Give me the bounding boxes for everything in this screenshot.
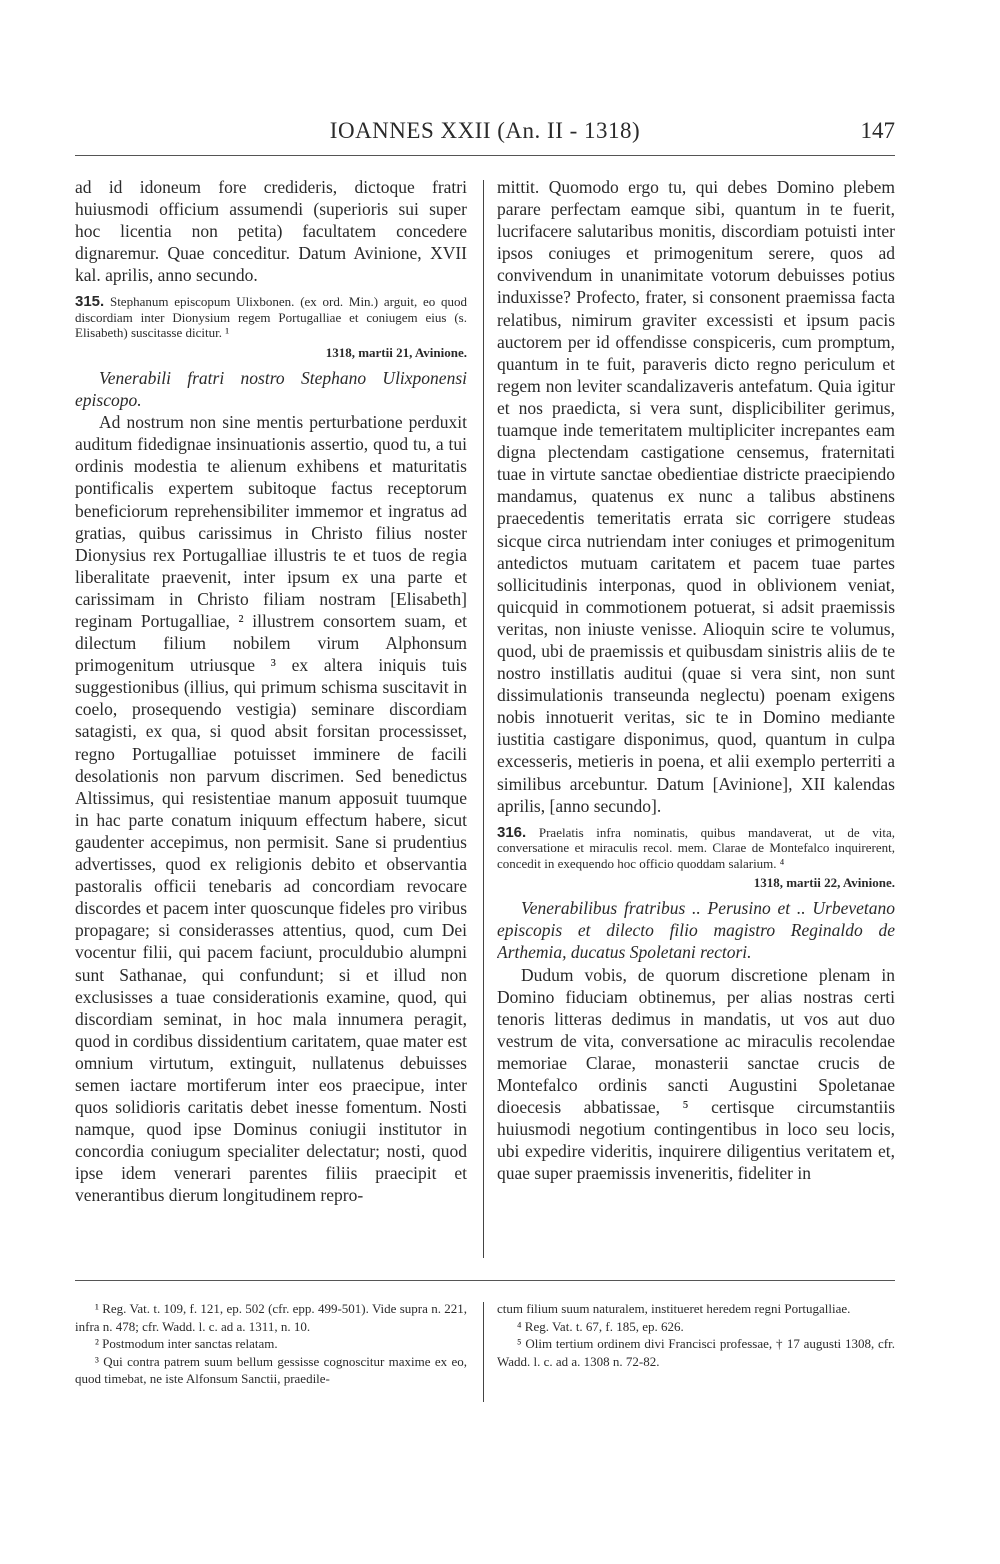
footnote-column-divider [483,1302,484,1402]
entry-316-dateline: 1318, martii 22, Avinione. [753,875,895,891]
page-header [75,118,895,152]
footnote-3-continuation: ctum filium suum naturalem, institueret heredem regni Portugalliae. [497,1301,851,1316]
entry-315-summary-text: Stephanum episcopum Ulixbonen. (ex ord. Min.) arguit, eo quod discordiam inter Dionysium regem Portugalliae et coniugem eius (s. Elisabeth) suscitasse dicitur. ¹ [75,294,467,341]
left-column [75,176,467,1266]
entry-315-dateline: 1318, martii 21, Avinione. [325,344,467,360]
entry-315-summary [75,294,467,341]
footnote-2: ² Postmodum inter sanctas relatam. [95,1336,278,1351]
entry-315-number: 315. [75,293,105,311]
entry-316-number: 316. [497,823,527,841]
entry-316-address: Venerabilibus fratribus .. Perusino et .. Urbevetano episcopis et dilecto filio magistro Reginaldo de Arthemia, ducatus Spoletani rectori. [497,898,895,963]
footnote-3: ³ Qui contra patrem suum bellum gessisse cognoscitur maxime ex eo, quod timebat, ne iste Alfonsum Sanctii, praedile- [75,1353,467,1386]
column-divider [483,180,484,1258]
footnote-5: ⁵ Olim tertium ordinem divi Francisci professae, † 17 augusti 1308, cfr. Wadd. l. c. ad a. 1308 n. 72-82. [497,1336,895,1369]
footnote-rule [75,1280,895,1281]
right-column [497,176,895,1266]
header-rule [75,155,895,156]
footnote-1: ¹ Reg. Vat. t. 109, f. 121, ep. 502 (cfr. epp. 499-501). Vide supra n. 221, infra n. 478; cfr. Wadd. l. c. ad a. 1311, n. 10. [75,1301,467,1334]
running-title: IOANNES XXII (An. II - 1318) [329,118,641,143]
footnotes-left [75,1300,467,1388]
page-number: 147 [860,118,895,143]
entry-316-summary [497,825,895,872]
footnote-4: ⁴ Reg. Vat. t. 67, f. 185, ep. 626. [517,1318,684,1334]
entry-315-address: Venerabili fratri nostro Stephano Ulixponensi episcopo. [75,367,467,411]
footnotes-right [497,1300,895,1370]
entry-316-summary-text: Praelatis infra nominatis, quibus mandaverat, ut de vita, conversatione et miraculis recol. mem. Clarae de Montefalco inquirerent, concedit in exequendo hoc officio quoddam salarium. ⁴ [497,824,895,871]
entry-316-body: Dudum vobis, de quorum discretione plenam in Domino fiduciam obtinemus, per alias nostras certi tenoris litteras dedimus in mandatis, ut vos aut duo vestrum de vita, conversatione ac miraculis recolendae memoriae Clarae, monasterii sanctae crucis de Montefalco ordinis sancti Augustini Spoletanae dioecesis abbatissae, ⁵ certisque circumstantiis huiusmodi negotium contingentibus in loco seu locis, ubi expedire videritis, inquirere diligentius veritatem et, quae super praemissis inveneritis, fideliter in [497,964,895,1184]
right-continuation-text: mittit. Quomodo ergo tu, qui debes Domino plebem parare perfectam eamque sibi, quantum in te fuerit, lucrifacere salutaribus monitis, discordiam potuisti inter ipsos coniuges et primogenitum serere, quos ad convivendum in unanimitate votorum debuisses potius induxisse? Profecto, frater, si consonent praemissa facta relatibus, nimirum graviter excessisti et ipsum pacis auctorem per id offendisse conspiceris, cum promptum, quantum in te fuit, paraveris dicto regno periculum et regem non leviter scandalizaveris antefatum. Quia igitur et nos praedicta, si vera sunt, displicibiliter gerimus, tuamque inde temeritatem multipliciter increpantes eam digna plectendam castigatione censemus, fraternitati tuae in virtute sanctae obedientiae districte praecipiendo mandamus, quatenus ex nunc a talibus abstinens praecedentis temeritatis errata sic corrigere studeas sicque circa nutriendam inter coniuges et primogenitum antedictos mutuam caritatem et pacem tuae partes sollicitudinis interponas, quod in oblivionem veniat, quicquid in commotionem potuerat, si adsit praemissis veritas, non iniuste venisse. Alioquin scire te volumus, quod, ubi de praemissis et quibusdam sinistris aliis de te nostro instillatis auditui (quae si vera sint, non sunt dissimulationis transeunda neglectu) poenam exigens nobis innotuerit veritas, sic te in Domino mediante iustitia castigare disponimus, quod, quantum in culpa excesseris, metieris in poena, et alii exemplo perterriti a similibus arcebuntur. Datum [Avinione], XII kalendas aprilis, [anno secundo]. [497,177,895,816]
entry-315-body: Ad nostrum non sine mentis perturbatione perduxit auditum fidedignae insinuationis assertio, quod tu, a tui ordinis modestia te alienum exhibens et maturitatis pontificalis expertem subitoque factus receptorum beneficiorum reprehensibiliter immemor et ingratus ad gratias, quibus carissimus in Christo filius noster Dionysius rex Portugalliae illustris te et tuos de regia liberalitate praevenit, inter ipsum ex una parte et carissimam in Christo filiam nostram [Elisabeth] reginam Portugalliae, ² illustrem consortem suam, et dilectum filium nobilem virum Alphonsum primogenitum utriusque ³ ex altera iniquis tuis suggestionibus (illius, qui primum schisma suscitavit in coelo, prosequendo vestigia) seminare discordiam satagisti, ex qua, si quod absit forsitan processisset, regno Portugalliae potuisset imminere de facili desolationis non parvum discrimen. Sed benedictus Altissimus, qui resistentiae manum apposuit tuumque in hac parte conatum iniquum effectum habere, sicut gaudenter accepimus, non permisit. Sane si prudentius advertisses, quod ex religionis debito et observantia pastoralis officii tenebaris ad concordiam revocare discordes et pacem inter quoscunque fideles pro viribus propagare; si considerasses attentius, quod, cum Dei vocentur filii, qui pacem faciunt, proculdubio alumpni sunt Sathanae, qui confundunt; si et illud non exclusisses a tuae considerationis examine, quod, qui discordiam seminat, in hoc mala innumera peragit, quod in cordibus dissidentium caritatem, quae mater est omnium virtutum, extinguit, nullatenus debuisses semen iactare mortiferum inter eos praecipue, inter quos solidioris caritatis debet inesse fomentum. Nosti namque, quod ipse Dominus coniugii institutor in concordia coniugum specialiter delectatur; nosti, quod ipse idem venerari parentes filiis praecipit et venerantibus dierum longitudinem repro- [75,412,467,1206]
continuation-text: ad id idoneum fore credideris, dictoque fratri huiusmodi officium assumendi (superioris sui super hoc licentia non petita) facultatem concedere dignaremur. Quae conceditur. Datum Avinione, XVII kal. aprilis, anno secundo. [75,177,467,286]
